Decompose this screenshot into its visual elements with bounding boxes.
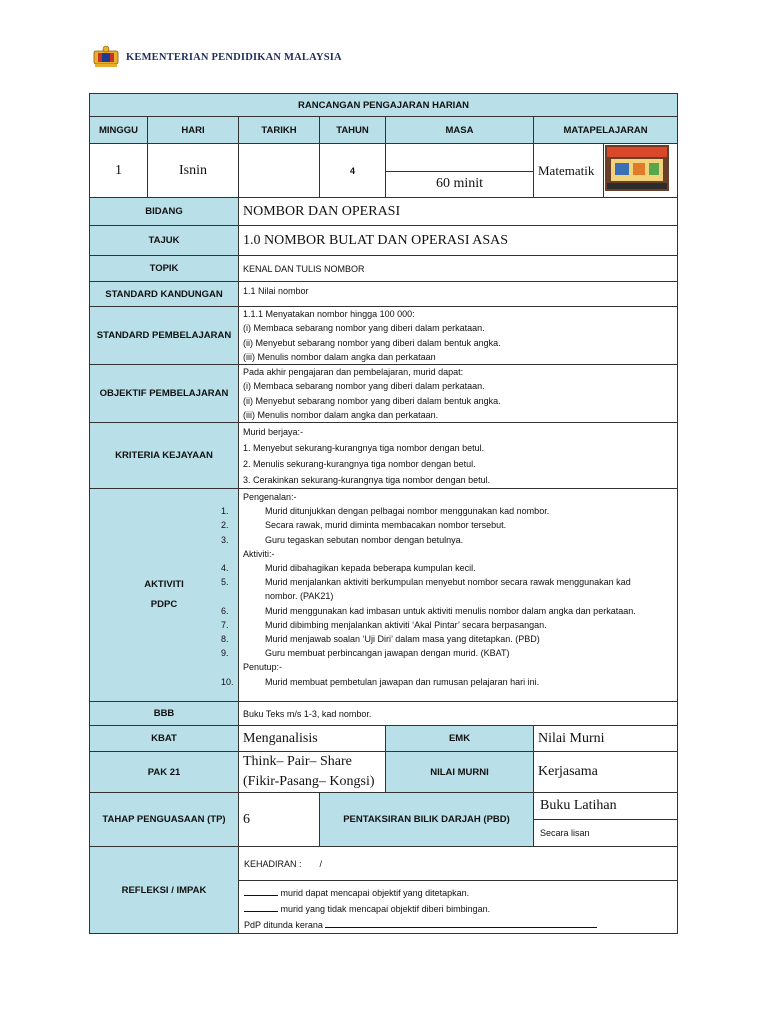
pbd-value-1: Buku Latihan	[534, 793, 677, 820]
tahap-penguasaan-value: 6	[239, 793, 320, 847]
objektif-pembelajaran-value	[239, 365, 678, 423]
sp-line: (ii) Menyebut sebarang nombor yang diberi dalam bentuk angka.	[243, 337, 501, 348]
kehadiran-separator: /	[319, 858, 323, 869]
step-number: 10.	[221, 676, 234, 687]
standard-pembelajaran-label: STANDARD PEMBELAJARAN	[90, 307, 239, 365]
tarikh-value	[239, 144, 320, 198]
masa-value: 60 minit	[435, 175, 484, 191]
op-line: (iii) Menulis nombor dalam angka dan perkataan.	[243, 409, 439, 420]
lesson-plan-table	[89, 93, 678, 934]
aktiviti-heading: Aktiviti:-	[243, 548, 275, 559]
blank-line	[325, 927, 597, 928]
aktiviti-value	[221, 489, 678, 702]
aktiviti-step	[221, 618, 673, 632]
refleksi-lines	[239, 881, 677, 933]
tajuk-label: TAJUK	[90, 226, 239, 256]
aktiviti-label-2: PDPC	[150, 599, 178, 610]
tahap-penguasaan-label: TAHAP PENGUASAAN (TP)	[90, 793, 239, 847]
step-text: Murid membuat pembetulan jawapan dan rumusan pelajaran hari ini.	[265, 676, 540, 687]
step-number: 8.	[221, 634, 229, 645]
minggu-value: 1	[90, 144, 148, 198]
topik-value: KENAL DAN TULIS NOMBOR	[239, 256, 678, 282]
emk-label: EMK	[386, 726, 534, 752]
op-line: (i) Membaca sebarang nombor yang diberi dalam perkataan.	[243, 381, 485, 392]
refleksi-value	[239, 847, 678, 934]
sp-line: (i) Membaca sebarang nombor yang diberi dalam perkataan.	[243, 323, 485, 334]
subject-icon-cell	[604, 144, 678, 198]
aktiviti-label	[90, 489, 239, 702]
step-text: Murid dibimbing menjalankan aktiviti ‘Akal Pintar’ secara berpasangan.	[265, 619, 547, 630]
pbd-value	[534, 793, 678, 847]
refleksi-line-text: PdP ditunda kerana	[244, 920, 323, 930]
step-text: Murid ditunjukkan dengan pelbagai nombor menggunakan kad nombor.	[265, 506, 550, 517]
topik-label: TOPIK	[90, 256, 239, 282]
aktiviti-label-1: AKTIVITI	[144, 579, 184, 590]
bbb-label: BBB	[90, 702, 239, 726]
kehadiran-row	[239, 847, 677, 881]
ministry-name: KEMENTERIAN PENDIDIKAN MALAYSIA	[126, 51, 342, 63]
col-matapelajaran: MATAPELAJARAN	[534, 117, 678, 144]
blank-line	[244, 911, 278, 912]
hari-value: Isnin	[148, 144, 239, 198]
masa-cell	[386, 144, 534, 198]
step-text: Guru tegaskan sebutan nombor dengan betulnya.	[265, 534, 464, 545]
refleksi-label: REFLEKSI / IMPAK	[90, 847, 239, 934]
standard-kandungan-value: 1.1 Nilai nombor	[239, 282, 678, 307]
step-number: 4.	[221, 563, 229, 574]
refleksi-line-text: murid dapat mencapai objektif yang ditetapkan.	[280, 888, 470, 898]
bidang-value: NOMBOR DAN OPERASI	[239, 198, 678, 226]
aktiviti-step	[221, 604, 673, 618]
step-number: 3.	[221, 534, 229, 545]
pbd-value-2: Secara lisan	[540, 828, 590, 838]
aktiviti-step	[221, 646, 673, 660]
nilai-murni-value: Kerjasama	[534, 752, 678, 793]
refleksi-line	[244, 885, 677, 901]
refleksi-line	[244, 901, 677, 917]
col-masa: MASA	[386, 117, 534, 144]
op-line: Pada akhir pengajaran dan pembelajaran, murid dapat:	[243, 367, 464, 378]
step-text: Murid menjawab soalan ‘Uji Diri’ dalam masa yang ditetapkan. (PBD)	[265, 634, 540, 645]
masa-top-blank	[386, 146, 533, 172]
emk-value: Nilai Murni	[534, 726, 678, 752]
kk-line: 2. Menulis sekurang-kurangnya tiga nombor dengan betul.	[243, 458, 476, 469]
aktiviti-step	[221, 504, 673, 518]
tajuk-value: 1.0 NOMBOR BULAT DAN OPERASI ASAS	[239, 226, 678, 256]
col-minggu: MINGGU	[90, 117, 148, 144]
kriteria-kejayaan-label: KRITERIA KEJAYAAN	[90, 423, 239, 489]
aktiviti-step	[221, 675, 673, 689]
sp-line: 1.1.1 Menyatakan nombor hingga 100 000:	[243, 309, 415, 320]
step-text: Secara rawak, murid diminta membacakan nombor tersebut.	[265, 520, 507, 531]
standard-pembelajaran-value	[239, 307, 678, 365]
step-text: Murid menjalankan aktiviti berkumpulan menyebut nombor secara rawak menggunakan kad nombor. (PAK21)	[265, 577, 631, 602]
aktiviti-heading: Pengenalan:-	[243, 492, 297, 502]
kk-line: 3. Cerakinkan sekurang-kurangnya tiga nombor dengan betul.	[243, 474, 491, 485]
step-number: 6.	[221, 605, 229, 616]
step-number: 7.	[221, 619, 229, 630]
step-text: Murid dibahagikan kepada beberapa kumpulan kecil.	[265, 563, 476, 574]
tahun-value: 4	[320, 144, 386, 198]
aktiviti-step	[221, 533, 673, 547]
col-tahun: TAHUN	[320, 117, 386, 144]
textbook-cover-icon	[605, 145, 669, 191]
refleksi-line	[244, 917, 677, 933]
step-text: Murid menggunakan kad imbasan untuk aktiviti menulis nombor dalam angka dan perkataan.	[265, 605, 636, 616]
page-header	[92, 44, 342, 70]
kk-line: 1. Menyebut sekurang-kurangnya tiga nombor dengan betul.	[243, 442, 485, 453]
matapelajaran-text: Matematik	[538, 163, 595, 178]
plan-title: RANCANGAN PENGAJARAN HARIAN	[90, 94, 678, 117]
pak21-value: Think– Pair– Share (Fikir-Pasang– Kongsi)	[239, 752, 386, 793]
col-tarikh: TARIKH	[239, 117, 320, 144]
aktiviti-step	[221, 632, 673, 646]
step-number: 2.	[221, 520, 229, 531]
sp-line: (iii) Menulis nombor dalam angka dan perkataan	[243, 351, 436, 362]
pbd-label: PENTAKSIRAN BILIK DARJAH (PBD)	[320, 793, 534, 847]
kbat-label: KBAT	[90, 726, 239, 752]
aktiviti-heading: Penutup:-	[243, 662, 283, 673]
op-line: (ii) Menyebut sebarang nombor yang diberi dalam bentuk angka.	[243, 395, 501, 406]
aktiviti-step	[221, 518, 673, 532]
bbb-value: Buku Teks m/s 1-3, kad nombor.	[239, 702, 678, 726]
matapelajaran-value	[534, 144, 604, 198]
kehadiran-label: KEHADIRAN :	[244, 858, 302, 869]
blank-line	[244, 895, 278, 896]
bidang-label: BIDANG	[90, 198, 239, 226]
objektif-pembelajaran-label: OBJEKTIF PEMBELAJARAN	[90, 365, 239, 423]
malaysia-crest-icon	[92, 45, 120, 69]
refleksi-line-text: murid yang tidak mencapai objektif diberi bimbingan.	[280, 904, 491, 914]
col-hari: HARI	[148, 117, 239, 144]
step-number: 5.	[221, 577, 229, 588]
step-number: 9.	[221, 648, 229, 659]
kk-line: Murid berjaya:-	[243, 426, 304, 437]
aktiviti-step	[221, 561, 673, 575]
step-text: Guru membuat perbincangan jawapan dengan murid. (KBAT)	[265, 648, 510, 659]
nilai-murni-label: NILAI MURNI	[386, 752, 534, 793]
aktiviti-step	[221, 575, 673, 603]
kriteria-kejayaan-value	[239, 423, 678, 489]
standard-kandungan-label: STANDARD KANDUNGAN	[90, 282, 239, 307]
step-number: 1.	[221, 506, 229, 517]
pak21-label: PAK 21	[90, 752, 239, 793]
kbat-value: Menganalisis	[239, 726, 386, 752]
